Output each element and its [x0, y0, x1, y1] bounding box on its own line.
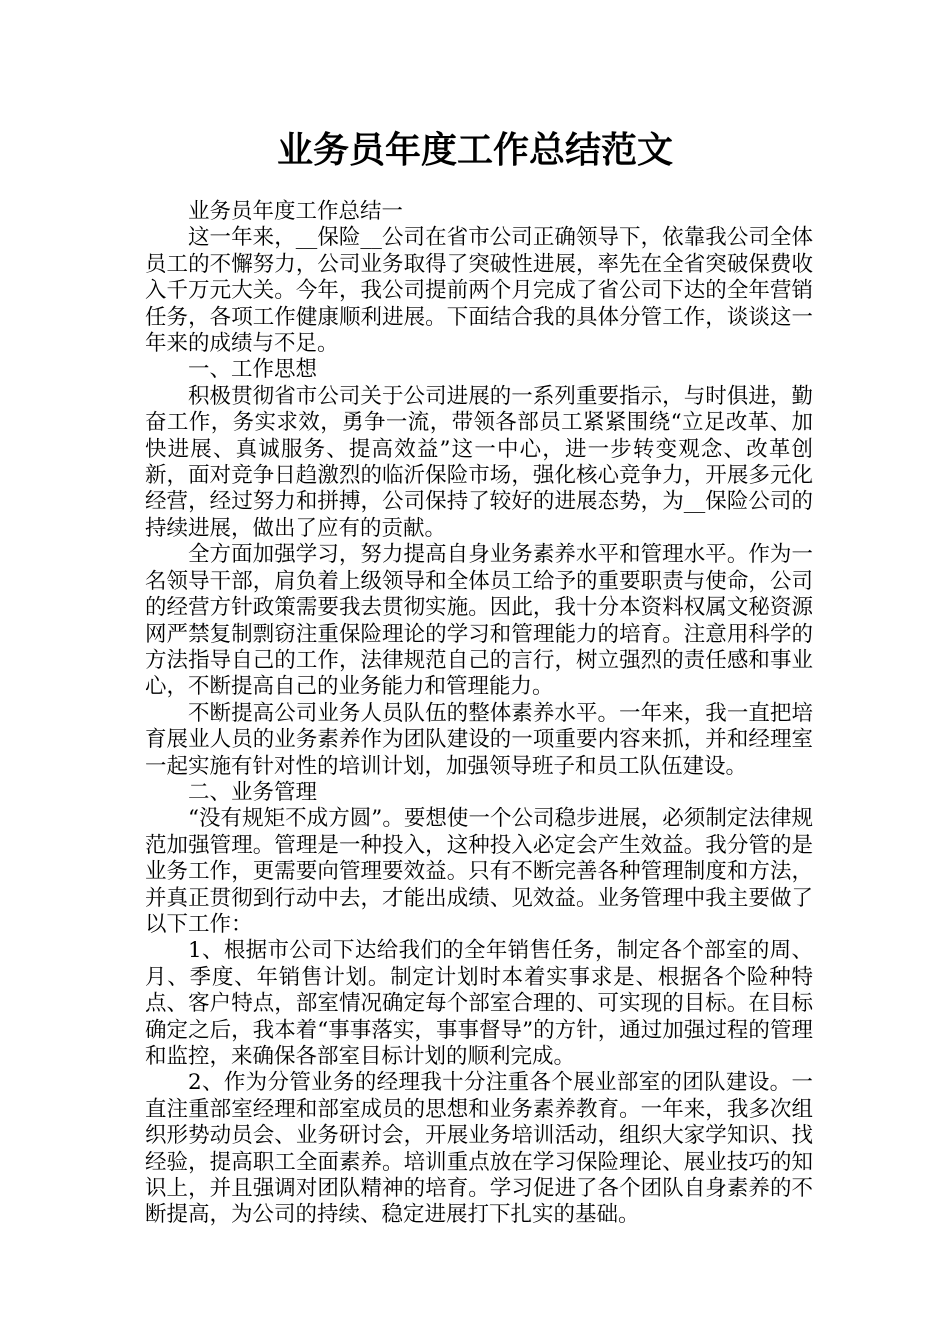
- paragraph-item-1: 1、根据市公司下达给我们的全年销售任务，制定各个部室的周、月、季度、年销售计划。制定计划时本着实事求是、根据各个险种特点、客户特点，部室情况确定每个部室合理的、可实现的目标。在目标确定之后，我本着“事事落实，事事督导”的方针，通过加强过程的管理和监控，来确保各部室目标计划的顺利完成。: [145, 938, 813, 1069]
- paragraph: 不断提高公司业务人员队伍的整体素养水平。一年来，我一直把培育展业人员的业务素养作为团队建设的一项重要内容来抓，并和经理室一起实施有针对性的培训计划，加强领导班子和员工队伍建设。: [145, 700, 813, 779]
- document-title: 业务员年度工作总结范文: [276, 130, 673, 171]
- paragraph: 全方面加强学习，努力提高自身业务素养水平和管理水平。作为一名领导干部，肩负着上级领导和全体员工给予的重要职责与使命，公司的经营方针政策需要我去贯彻实施。因此，我十分本资料权属文秘资源网严禁复制剽窃注重保险理论的学习和管理能力的培育。注意用科学的方法指导自己的工作，法律规范自己的言行，树立强烈的责任感和事业心，不断提高自己的业务能力和管理能力。: [145, 542, 813, 700]
- document-body: [145, 199, 813, 1229]
- section-subtitle: 业务员年度工作总结一: [188, 199, 404, 224]
- paragraph-item-2: 2、作为分管业务的经理我十分注重各个展业部室的团队建设。一直注重部室经理和部室成员的思想和业务素养教育。一年来，我多次组织形势动员会、业务研讨会，开展业务培训活动，组织大家学知识、找经验，提高职工全面素养。培训重点放在学习保险理论、展业技巧的知识上，并且强调对团队精神的培育。学习促进了各个团队自身素养的不断提高，为公司的持续、稳定进展打下扎实的基础。: [145, 1070, 813, 1228]
- paragraph: 积极贯彻省市公司关于公司进展的一系列重要指示，与时俱进，勤奋工作，务实求效，勇争一流，带领各部员工紧紧围绕“立足改革、加快进展、真诚服务、提高效益”这一中心，进一步转变观念、改革创新，面对竞争日趋激烈的临沂保险市场，强化核心竞争力，开展多元化经营，经过努力和拼搏，公司保持了较好的进展态势，为__保险公司的持续进展，做出了应有的贡献。: [145, 383, 813, 541]
- paragraph-intro: 这一年来，__保险__公司在省市公司正确领导下，依靠我公司全体员工的不懈努力，公司业务取得了突破性进展，率先在全省突破保费收入千万元大关。今年，我公司提前两个月完成了省公司下达的全年营销任务，各项工作健康顺利进展。下面结合我的具体分管工作，谈谈这一年来的成绩与不足。: [145, 225, 813, 357]
- section-heading-work-thought: 一、工作思想: [188, 357, 318, 383]
- section-heading-business-management: 二、业务管理: [188, 779, 318, 805]
- paragraph: “没有规矩不成方圆”。要想使一个公司稳步进展，必须制定法律规范加强管理。管理是一种投入，这种投入必定会产生效益。我分管的是业务工作，更需要向管理要效益。只有不断完善各种管理制度和方法，并真正贯彻到行动中去，才能出成绩、见效益。业务管理中我主要做了以下工作：: [145, 806, 813, 937]
